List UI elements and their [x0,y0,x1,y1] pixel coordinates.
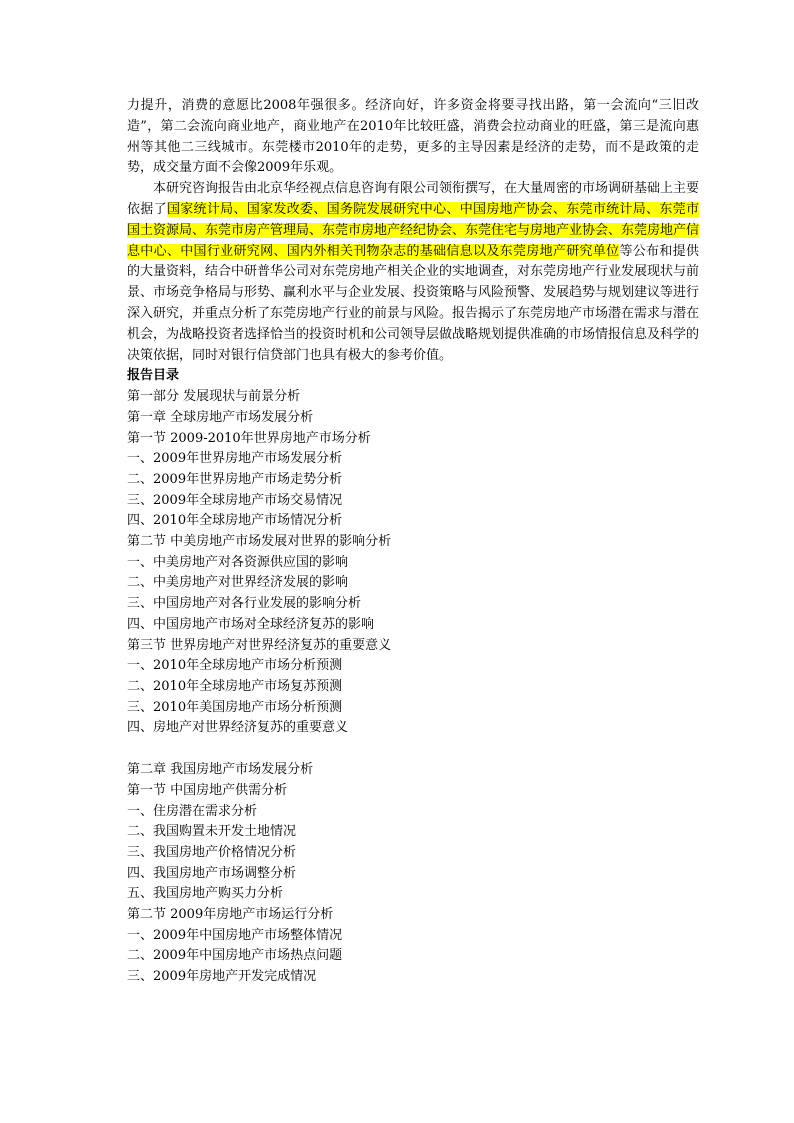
toc-entry: 二、2010年全球房地产市场复苏预测 [127,679,343,694]
toc-entry: 一、2009年中国房地产市场整体情况 [127,927,343,943]
toc-entry: 第二节 2009年房地产市场运行分析 [127,907,334,923]
toc-entry: 第一节 中国房地产供需分析 [127,782,288,798]
toc-entry: 三、2009年房地产开发完成情况 [127,969,317,985]
toc-entry: 二、2009年世界房地产市场走势分析 [127,471,343,487]
toc-entry: 二、中美房地产对世界经济发展的影响 [127,575,349,591]
toc-entry: 一、中美房地产对各资源供应国的影响 [127,554,349,570]
sources-intro-text: 本研究咨询报告由北京华经视点信息咨询有限公司领衔撰写，在大量周密的市场调研基础上主要依据了 [127,181,700,217]
toc-entry: 五、我国房地产购买力分析 [127,886,284,902]
highlighted-sources-text: 国家统计局、国家发改委、国务院发展研究中心、中国房地产协会、东莞市统计局、东莞市国土资源局、东莞市房产管理局、东莞市房地产经纪协会、东莞住宅与房地产业协会、东莞房地产信息中心、中国行业研究网、国内外相关刊物杂志的基础信息以及东莞房地产研究单位 [127,201,700,259]
toc-heading: 报告目录 [127,368,180,384]
toc-entry: 第一章 全球房地产市场发展分析 [127,409,314,425]
toc-entry: 二、2009年中国房地产市场热点问题 [127,948,343,964]
toc-entry: 第一部分 发展现状与前景分析 [127,389,301,405]
sources-body-text: 等公布和提供的大量资料，结合中研普华公司对东莞房地产相关企业的实地调查，对东莞房地产行业发展现状与前景、市场竞争格局与形势、赢利水平与企业发展、投资策略与风险预警、发展趋势与规划建议等进行深入研究，并重点分析了东莞房地产行业的前景与风险。报告揭示了东莞房地产市场潜在需求与潜在机会，为战略投资者选择恰当的投资时机和公司领导层做战略规划提供准确的市场情报信息及科学的决策依据，同时对银行信贷部门也具有极大的参考价值。 [127,243,700,363]
toc-entry: 三、中国房地产对各行业发展的影响分析 [127,596,362,612]
toc-entry: 一、2009年世界房地产市场发展分析 [127,451,343,467]
toc-entry: 四、房地产对世界经济复苏的重要意义 [127,720,349,736]
toc-entry: 第三节 世界房地产对世界经济复苏的重要意义 [127,637,392,653]
toc-entry: 三、我国房地产价格情况分析 [127,844,297,860]
table-of-contents [127,387,699,988]
toc-entry: 四、我国房地产市场调整分析 [127,865,297,881]
toc-entry: 二、我国购置未开发土地情况 [127,824,297,840]
intro-paragraph: 力提升，消费的意愿比2008年强很多。经济向好，许多资金将要寻找出路，第一会流向“三旧改造”，第二会流向商业地产，商业地产在2010年比较旺盛，消费会拉动商业的旺盛，第三是流向惠州等其他二三线城市。东莞楼市2010年的走势，更多的主导因素是经济的走势，而不是政策的走势，成交量方面不会像2009年乐观。 [127,98,699,176]
toc-entry: 第一节 2009-2010年世界房地产市场分析 [127,430,371,446]
toc-entry: 三、2009年全球房地产市场交易情况 [127,492,343,508]
toc-entry: 一、住房潜在需求分析 [127,803,258,819]
toc-entry: 四、2010年全球房地产市场情况分析 [127,513,343,529]
research-sources-paragraph [127,179,699,366]
toc-entry: 四、中国房地产市场对全球经济复苏的影响 [127,616,375,632]
toc-entry: 三、2010年美国房地产市场分析预测 [127,699,343,715]
toc-entry: 一、2010年全球房地产市场分析预测 [127,658,343,674]
toc-entry: 第二章 我国房地产市场发展分析 [127,762,314,778]
document-page [127,96,699,988]
toc-entry: 第二节 中美房地产市场发展对世界的影响分析 [127,534,392,550]
